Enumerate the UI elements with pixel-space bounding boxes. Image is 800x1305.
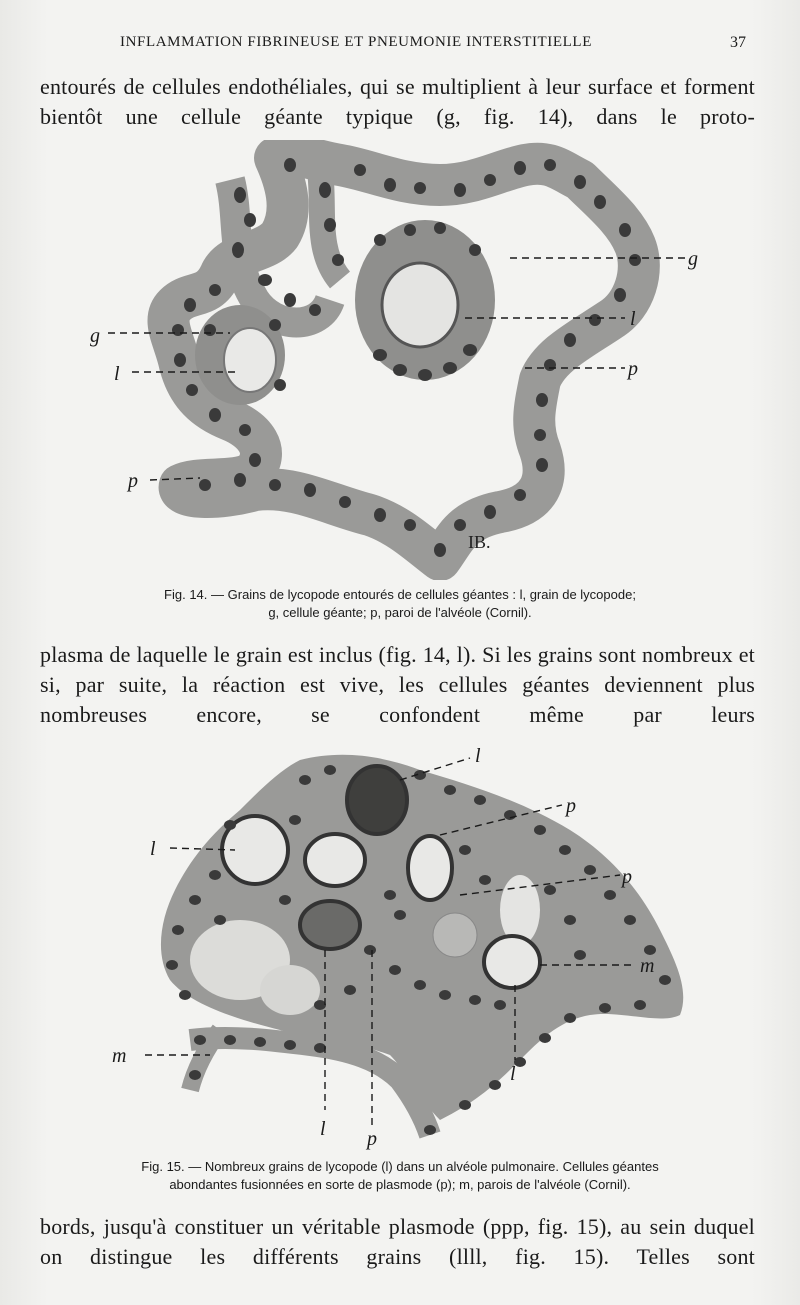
paragraph-middle: plasma de laquelle le grain est inclus (fig. 14, l). Si les grains sont nombreux et si, par suite, la réaction est vive, les cellules géantes deviennent plus nombreuses encore, se confondent même par leurs <box>40 642 755 727</box>
fig14-label-g-left: g <box>90 325 100 347</box>
fig14-label-p-left: p <box>128 470 138 492</box>
figure-15-caption-line2: abondantes fusionnées en sorte de plasmode (p); m, parois de l'alvéole (Cornil). <box>169 1177 631 1192</box>
fig14-label-l-right: l <box>630 308 636 330</box>
figure-15-caption <box>40 1158 760 1194</box>
paragraph-top: entourés de cellules endothéliales, qui se multiplient à leur surface et forment bientôt une cellule géante typique (g, fig. 14), dans le proto- <box>40 74 755 129</box>
grain-lower <box>300 901 360 949</box>
fig15-label-p-bottom: p <box>367 1128 377 1150</box>
figure-14 <box>80 140 720 580</box>
lycopode-grain-right <box>382 263 458 347</box>
figure-15 <box>100 740 720 1150</box>
fig15-label-l-bottom: l <box>320 1118 326 1140</box>
grain-top <box>347 766 407 834</box>
fig14-label-p-right: p <box>628 358 638 380</box>
paragraph-bottom: bords, jusqu'à constituer un véritable plasmode (ppp, fig. 15), au sein duquel on distingue les différents grains (llll, fig. 15). Telles sont <box>40 1214 755 1269</box>
page-number: 37 <box>730 34 746 51</box>
fig15-label-l-left: l <box>150 838 156 860</box>
grain-center <box>305 834 365 886</box>
figure-14-caption-line2: g, cellule géante; p, paroi de l'alvéole (Cornil). <box>268 605 532 620</box>
fig15-label-p-top: p <box>566 795 576 817</box>
lycopode-grain-left <box>224 328 276 392</box>
figure-15-caption-line1: Fig. 15. — Nombreux grains de lycopode (l) dans un alvéole pulmonaire. Cellules géantes <box>141 1159 659 1174</box>
fig15-label-m-left: m <box>112 1045 127 1067</box>
fig15-label-l-top: l <box>475 745 481 767</box>
fig14-label-l-left: l <box>114 363 120 385</box>
figure-15-illustration <box>100 740 720 1150</box>
figure-14-caption <box>40 586 760 622</box>
grain-right-lower <box>484 936 540 988</box>
grain-faint <box>433 913 477 957</box>
figure-14-caption-line1: Fig. 14. — Grains de lycopode entourés de cellules géantes : l, grain de lycopode; <box>164 587 636 602</box>
fig15-label-l-bottom-right: l <box>510 1063 516 1085</box>
grain-right <box>408 836 452 900</box>
fig14-label-g-right: g <box>688 248 698 270</box>
fig15-label-m-right: m <box>640 955 655 977</box>
figure-14-illustration <box>80 140 720 580</box>
fig14-signature: IB. <box>468 532 491 552</box>
fig15-label-p-mid: p <box>622 866 632 888</box>
running-title: INFLAMMATION FIBRINEUSE ET PNEUMONIE INTERSTITIELLE <box>120 34 592 50</box>
